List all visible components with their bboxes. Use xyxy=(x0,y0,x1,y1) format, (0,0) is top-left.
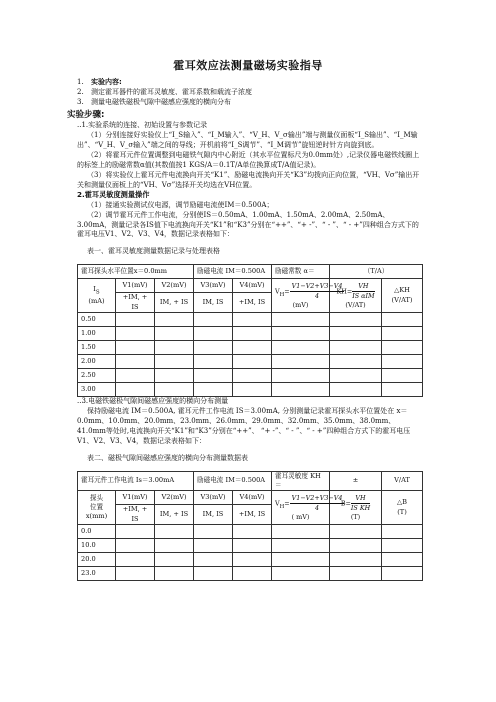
document-body xyxy=(67,78,422,581)
steps-heading: 实验步骤: xyxy=(67,109,105,120)
list-item: 1. 实验内容: xyxy=(77,78,122,86)
table1-caption: 表一、霍耳灵敏度测量数据记录与处理表格 xyxy=(87,247,220,256)
table-row-label: 1.50 xyxy=(78,341,116,355)
table-header-cell: 霍耳灵敏度 KH＝ xyxy=(272,471,330,491)
paragraph: （3）将实验仪上霍耳元件电流换向开关“K1”、励磁电流换向开关“K3”均拨向正向位置，“VH、Vσ”输出开关和测量仪面板上的“VH、Vσ”选择开关均选在VH位置。 xyxy=(77,170,420,189)
vh-formula-header: $V_H=$ $\frac{V1-V2+V3-V4}{4}$ (mV) xyxy=(272,279,330,313)
table-header-cell: 励磁电流 IM＝0.500A xyxy=(194,471,272,491)
page-title: 霍耳效应法测量磁场实验指导 xyxy=(173,59,323,72)
column-subheader: +IM, IS xyxy=(233,505,272,525)
table2-caption: 表二、磁极气隙间磁感应强度的横向分布测量数据表 xyxy=(87,453,248,462)
table2 xyxy=(77,471,423,581)
kh-formula-header: KH= $\frac{VH}{\text{IS αIM}}$ (V/AT) xyxy=(330,279,382,313)
column-subheader: +IM, + IS xyxy=(116,505,155,525)
column-header: V3(mV) xyxy=(194,491,233,505)
column-header: V2(mV) xyxy=(155,279,194,293)
table-row-label: 20.0 xyxy=(78,553,116,567)
column-subheader: IM, IS xyxy=(194,293,233,313)
vh-formula-header: $V_H=$ $\frac{V1-V2+V3-V4}{4}$ ( mV) xyxy=(272,491,330,525)
column-header: V1(mV) xyxy=(116,491,155,505)
step2-heading: 2.霍耳灵敏度测量操作 xyxy=(77,190,150,200)
table-row-label: 2.50 xyxy=(78,369,116,383)
table-header-cell: V/AT xyxy=(382,471,423,491)
column-subheader: +IM, IS xyxy=(233,293,272,313)
table-row-label: 0.0 xyxy=(78,525,116,539)
step3-heading: ..3.电磁铁磁极气隙间磁感应强度的横向分布测量 xyxy=(77,397,229,406)
paragraph: （1）接通实验测试仪电源，调节励磁电流使IM＝0.500A； xyxy=(87,200,274,209)
table-row-label: 1.00 xyxy=(78,327,116,341)
list-item: 3. 测量电磁铁磁极气隙中磁感应强度的横向分布 xyxy=(77,97,231,106)
table-row-label: 2.00 xyxy=(78,355,116,369)
column-header: V4(mV) xyxy=(233,279,272,293)
table-header-cell: 霍耳元件工作电流 Is＝3.00mA xyxy=(78,471,194,491)
column-header-x: 探头 位置 x(mm) xyxy=(78,491,116,525)
table-header-cell: 励磁常数 α＝ xyxy=(272,265,330,279)
column-header-is: $I_S$ (mA) xyxy=(78,279,116,313)
table-header-cell: 励磁电流 IM＝0.500A xyxy=(194,265,272,279)
table-header-cell: ± xyxy=(330,471,382,491)
step1-heading: ..1.实验系统的连接、初始设置与参数记录 xyxy=(77,120,208,129)
table-row-label: 23.0 xyxy=(78,567,116,581)
column-header: V4(mV) xyxy=(233,491,272,505)
table-row-label: 3.00 xyxy=(78,383,116,397)
table1 xyxy=(77,264,423,397)
column-subheader: IM, + IS xyxy=(155,505,194,525)
paragraph: （2）调节霍耳元件工作电流，分别使IS＝0.50mA、1.00mA、1.50mA、2.00mA、2.50mA、3.00mA，测量记录各IS值下电流换向开关“K1”和“K3”分别在“++”、“+ -”、“ - ”、“ - +”四种组合方式下的霍耳电压V1、V2、V3、V4，数据记录表格如下： xyxy=(77,210,419,239)
table-row-label: 0.50 xyxy=(78,313,116,327)
section-list xyxy=(77,78,422,108)
paragraph: 保持励磁电流 IM＝0.500A, 霍耳元件工作电流 IS＝3.00mA, 分别测量记录霍耳探头水平位置处在 x＝0.0mm、10.0mm、20.0mm、23.0mm、26.0mm、29.0mm、32.0mm、35.0mm、38.0mm、41.0mm等处时,电流换向开关“K1”和“K3”分别在“++”、 “+ -”、“ - ”、“ - +”四种组合方式下的霍耳电压 V1、V2、V3、V4，数据记录表格如下： xyxy=(77,407,411,445)
column-header: V3(mV) xyxy=(194,279,233,293)
db-header: △B (T) xyxy=(382,491,423,525)
dk-header: △KH (V/AT) xyxy=(382,279,423,313)
table-header-cell: 霍耳探头水平位置x＝0.0mm xyxy=(78,265,194,279)
column-subheader: IM, + IS xyxy=(155,293,194,313)
paragraph: （1）分别连接好实验仪上“I_S输入”、“I_M输入”、“V_H、V_σ输出”端与测量仪面板“I_S输出”、“I_M输出”、“V_H、V_σ输入”端之间的导线；开机前将“I_S调节”、“I_M调节”旋钮逆时针方向旋到底。 xyxy=(77,130,418,149)
paragraph: （2）将霍耳元件位置调整到电磁铁气隙内中心附近（其水平位置标尺为0.0mm处）,记录仪器电磁铁线圈上的标签上的励磁常数α值(其数值按1 KGS/A＝0.1T/A单位换算成T/A值记录)。 xyxy=(77,150,420,169)
b-formula-header: B= $\frac{VH}{\text{IS KH}}$ (T) xyxy=(330,491,382,525)
column-header: V1(mV) xyxy=(116,279,155,293)
column-header: V2(mV) xyxy=(155,491,194,505)
column-subheader: +IM, + IS xyxy=(116,293,155,313)
list-item: 2. 测定霍耳器件的霍耳灵敏度、霍耳系数和载流子浓度 xyxy=(77,87,252,96)
table-header-cell: （T/A） xyxy=(330,265,423,279)
column-subheader: IM, IS xyxy=(194,505,233,525)
table-row-label: 10.0 xyxy=(78,539,116,553)
